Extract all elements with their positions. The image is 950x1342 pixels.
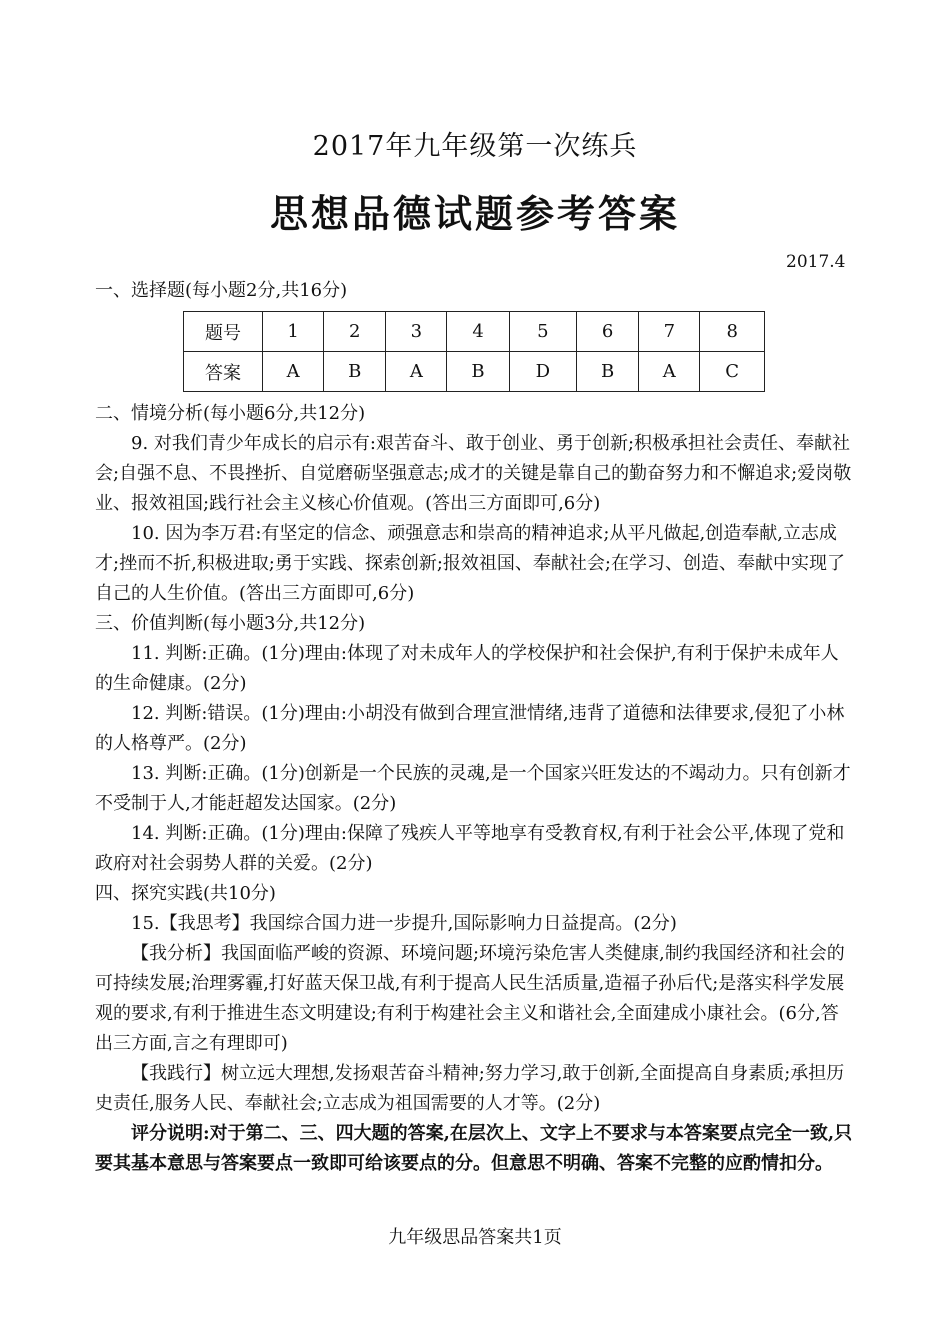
table-row-numbers [184,312,765,352]
answer-cell: D [509,352,576,392]
answer-q14: 14. 判断:正确。(1分)理由:保障了残疾人平等地享有受教育权,有利于社会公平,体现了党和政府对社会弱势人群的关爱。(2分) [95,823,845,874]
answer-q15-act: 【我践行】树立远大理想,发扬艰苦奋斗精神;努力学习,敢于创新,全面提高自身素质;承担历史责任,服务人民、奉献社会;立志成为祖国需要的人才等。(2分) [95,1063,845,1114]
question-number: 6 [577,312,639,352]
row-label-answer: 答案 [184,352,263,392]
row-label-number: 题号 [184,312,263,352]
exam-title: 2017年九年级第一次练兵 [312,131,638,162]
answer-q12: 12. 判断:错误。(1分)理由:小胡没有做到合理宣泄情绪,违背了道德和法律要求,侵犯了小林的人格尊严。(2分) [95,703,845,754]
answer-cell: B [577,352,639,392]
answer-table [183,311,765,392]
answer-cell: A [639,352,700,392]
answer-cell: B [324,352,386,392]
question-number: 1 [263,312,324,352]
answer-cell: B [447,352,509,392]
page-footer: 九年级思品答案共1页 [388,1227,562,1248]
answer-q15-analyze: 【我分析】我国面临严峻的资源、环境问题;环境污染危害人类健康,制约我国经济和社会的可持续发展;治理雾霾,打好蓝天保卫战,有利于提高人民生活质量,造福子孙后代;是落实科学发展观的要求,有利于推进生态文明建设;有利于构建社会主义和谐社会,全面建成小康社会。(6分,答出三方面,言之有理即可) [95,943,845,1054]
answer-cell: C [700,352,765,392]
question-number: 2 [324,312,386,352]
answer-q13: 13. 判断:正确。(1分)创新是一个民族的灵魂,是一个国家兴旺发达的不竭动力。只有创新才不受制于人,才能赶超发达国家。(2分) [95,763,851,814]
question-number: 7 [639,312,700,352]
section2-heading: 二、情境分析(每小题6分,共12分) [95,403,366,424]
answer-cell: A [263,352,324,392]
question-number: 4 [447,312,509,352]
question-number: 3 [386,312,447,352]
section3-heading: 三、价值判断(每小题3分,共12分) [95,613,366,634]
section1-heading: 一、选择题(每小题2分,共16分) [95,280,348,301]
answer-q9: 9. 对我们青少年成长的启示有:艰苦奋斗、敢于创业、勇于创新;积极承担社会责任、奉献社会;自强不息、不畏挫折、自觉磨砺坚强意志;成才的关键是靠自己的勤奋努力和不懈追求;爱岗敬业、报效祖国;践行社会主义核心价值观。(答出三方面即可,6分) [95,433,852,514]
answer-q15-think: 15.【我思考】我国综合国力进一步提升,国际影响力日益提高。(2分) [131,913,677,934]
question-number: 5 [509,312,576,352]
answer-q11: 11. 判断:正确。(1分)理由:体现了对未成年人的学校保护和社会保护,有利于保护未成年人的生命健康。(2分) [95,643,839,694]
answer-q10: 10. 因为李万君:有坚定的信念、顽强意志和崇高的精神追求;从平凡做起,创造奉献,立志成才;挫而不折,积极进取;勇于实践、探索创新;报效祖国、奉献社会;在学习、创造、奉献中实现了自己的人生价值。(答出三方面即可,6分) [95,523,845,604]
section4-heading: 四、探究实践(共10分) [95,883,276,904]
sections-body [95,399,855,1179]
document-date: 2017.4 [786,252,846,272]
document-title: 思想品德试题参考答案 [269,191,680,236]
answer-cell: A [386,352,447,392]
question-number: 8 [700,312,765,352]
scoring-note: 评分说明:对于第二、三、四大题的答案,在层次上、文字上不要求与本答案要点完全一致,只要其基本意思与答案要点一致即可给该要点的分。但意思不明确、答案不完整的应酌情扣分。 [95,1123,853,1174]
table-row-answers [184,352,765,392]
